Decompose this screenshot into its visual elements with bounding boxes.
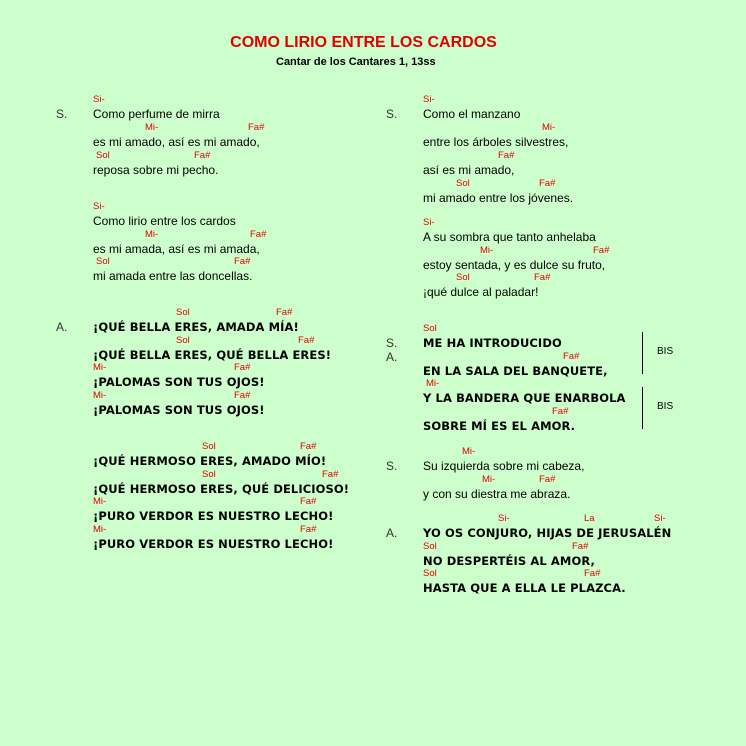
chord: Fa# — [300, 441, 317, 452]
chord: Mi- — [482, 474, 496, 485]
bis-label: BIS — [657, 401, 674, 412]
speaker-label: S. — [386, 107, 398, 121]
lyric-line: reposa sobre mi pecho. — [93, 163, 219, 177]
chord: Si- — [93, 94, 105, 105]
lyric-line: ME HA INTRODUCIDO — [423, 336, 562, 350]
lyric-line: Como lirio entre los cardos — [93, 214, 236, 228]
chord: Fa# — [539, 474, 556, 485]
chord: Mi- — [93, 362, 107, 373]
lyric-line: estoy sentada, y es dulce su fruto, — [423, 258, 606, 272]
lyric-line: así es mi amado, — [423, 163, 515, 177]
lyric-line: Su izquierda sobre mi cabeza, — [423, 459, 585, 473]
chord: Fa# — [563, 351, 580, 362]
chord: Sol — [423, 568, 437, 579]
lyric-line: mi amado entre los jóvenes. — [423, 191, 574, 205]
chord: Fa# — [300, 496, 317, 507]
lyric-line: Como perfume de mirra — [93, 107, 220, 121]
chord: Si- — [93, 201, 105, 212]
chord: Sol — [176, 307, 190, 318]
lyric-line: ¡QUÉ BELLA ERES, QUÉ BELLA ERES! — [93, 348, 332, 362]
lyric-line: ¡PALOMAS SON TUS OJOS! — [93, 375, 265, 389]
lyric-line: ¡QUÉ HERMOSO ERES, AMADO MÍO! — [93, 454, 327, 468]
chord: Fa# — [234, 362, 251, 373]
lyric-line: Como el manzano — [423, 107, 521, 121]
chord: Mi- — [145, 229, 159, 240]
chord: Mi- — [93, 524, 107, 535]
lyric-line: ¡PALOMAS SON TUS OJOS! — [93, 403, 265, 417]
chord: Sol — [202, 469, 216, 480]
lyric-line: es mi amado, así es mi amado, — [93, 135, 260, 149]
speaker-label: S. — [386, 459, 398, 473]
lyric-line: mi amada entre las doncellas. — [93, 269, 253, 283]
chord: Fa# — [593, 245, 610, 256]
lyric-line: EN LA SALA DEL BANQUETE, — [423, 364, 608, 378]
chord: Fa# — [572, 541, 589, 552]
lyric-line: y con su diestra me abraza. — [423, 487, 571, 501]
chord: Sol — [202, 441, 216, 452]
chord: Fa# — [248, 122, 265, 133]
chord: Sol — [456, 178, 470, 189]
chord: Si- — [498, 513, 510, 524]
lyric-line: entre los árboles silvestres, — [423, 135, 569, 149]
bis-bracket — [642, 332, 643, 374]
lyric-line: Y LA BANDERA QUE ENARBOLA — [423, 391, 626, 405]
lyric-line: ¡QUÉ BELLA ERES, AMADA MÍA! — [93, 320, 299, 334]
bis-label: BIS — [657, 346, 674, 357]
chord: Mi- — [462, 446, 476, 457]
lyric-line: es mi amada, así es mi amada, — [93, 242, 260, 256]
speaker-label: S. — [56, 107, 68, 121]
lyric-line: A su sombra que tanto anhelaba — [423, 230, 596, 244]
chord: La — [584, 513, 595, 524]
chord: Fa# — [498, 150, 515, 161]
speaker-label: A. — [56, 320, 68, 334]
chord: Sol — [456, 272, 470, 283]
chord: Fa# — [194, 150, 211, 161]
chord: Si- — [423, 94, 435, 105]
chord: Fa# — [250, 229, 267, 240]
chord: Sol — [423, 541, 437, 552]
lyric-line: ¡qué dulce al paladar! — [423, 285, 539, 299]
chord: Mi- — [480, 245, 494, 256]
speaker-label: A. — [386, 526, 398, 540]
chord: Mi- — [542, 122, 556, 133]
chord: Mi- — [145, 122, 159, 133]
lyric-line: HASTA QUE A ELLA LE PLAZCA. — [423, 581, 626, 595]
song-title: COMO LIRIO ENTRE LOS CARDOS — [230, 34, 497, 51]
chord: Sol — [176, 335, 190, 346]
lyric-line: YO OS CONJURO, HIJAS DE JERUSALÉN — [423, 526, 672, 540]
lyric-line: ¡PURO VERDOR ES NUESTRO LECHO! — [93, 509, 334, 523]
lyric-line: ¡PURO VERDOR ES NUESTRO LECHO! — [93, 537, 334, 551]
chord: Fa# — [584, 568, 601, 579]
lyric-line: SOBRE MÍ ES EL AMOR. — [423, 419, 576, 433]
chord: Fa# — [298, 335, 315, 346]
chord: Mi- — [426, 378, 440, 389]
chord: Fa# — [534, 272, 551, 283]
chord: Fa# — [300, 524, 317, 535]
speaker-label: S. A. — [386, 336, 398, 364]
chord: Mi- — [93, 496, 107, 507]
chord: Si- — [423, 217, 435, 228]
chord: Si- — [654, 513, 666, 524]
lyric-line: NO DESPERTÉIS AL AMOR, — [423, 554, 595, 568]
chord: Fa# — [234, 256, 251, 267]
chord: Mi- — [93, 390, 107, 401]
chord: Sol — [96, 150, 110, 161]
song-subtitle: Cantar de los Cantares 1, 13ss — [276, 56, 436, 68]
bis-bracket — [642, 387, 643, 429]
lyric-line: ¡QUÉ HERMOSO ERES, QUÉ DELICIOSO! — [93, 482, 350, 496]
chord: Fa# — [552, 406, 569, 417]
chord: Sol — [96, 256, 110, 267]
chord: Sol — [423, 323, 437, 334]
chord: Fa# — [322, 469, 339, 480]
chord: Fa# — [276, 307, 293, 318]
chord: Fa# — [539, 178, 556, 189]
chord: Fa# — [234, 390, 251, 401]
